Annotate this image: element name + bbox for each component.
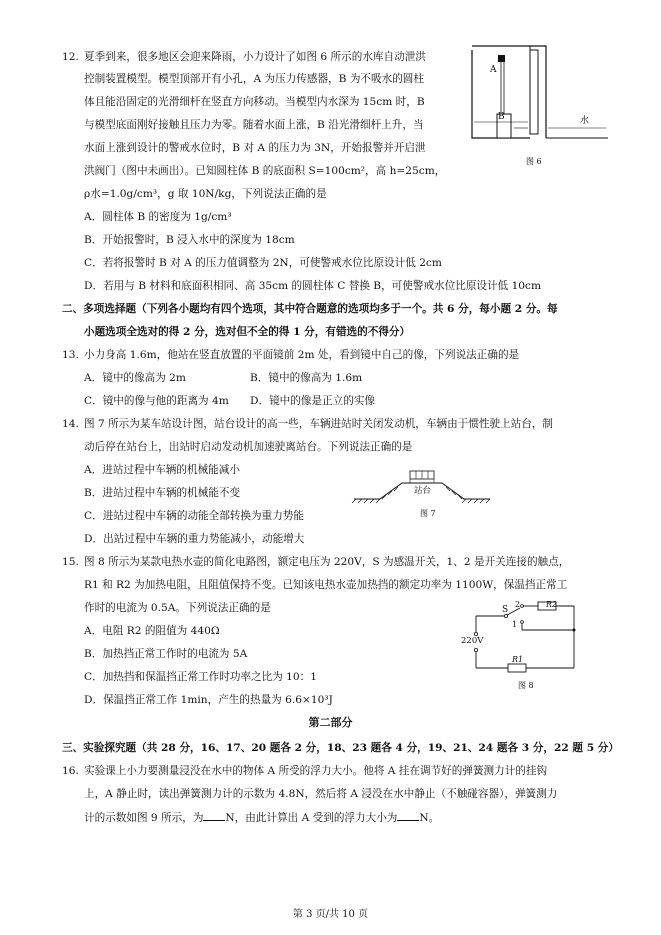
q12-line-4: 与模型底面刚好接触且压力为零。随着水面上涨，B 沿光滑细杆上升，当	[84, 119, 424, 131]
q14-line-2: 动后停在站台上，出站时启动发动机加速驶离站台。下列说法正确的是	[84, 441, 413, 453]
q12-line-6: 洪阀门（图中未画出）。已知圆柱体 B 的底面积 S=100cm²，高 h=25cm，	[84, 165, 446, 177]
q12-line-7: ρ水=1.0g/cm³，g 取 10N/kg，下列说法正确的是	[84, 188, 327, 200]
q12-option-c: C．若将报警时 B 对 A 的压力值调整为 2N，可使警戒水位比原设计低 2cm	[84, 257, 442, 269]
q12-option-a: A．圆柱体 B 的密度为 1g/cm³	[84, 211, 232, 223]
q16-blank-1[interactable]	[203, 810, 225, 821]
q15-option-b: B．加热挡正常工作时的电流为 5A	[84, 648, 248, 660]
q15-line-1: 图 8 所示为某款电热水壶的简化电路图，额定电压为 220V，S 为感温开关，1、2 是开关连接的触点，	[84, 556, 570, 568]
q14-option-d: D．出站过程中车辆的重力势能减小，动能增大	[84, 533, 305, 545]
q14-line-1: 图 7 所示为某车站设计图，站台设计的高一些，车辆进站时关闭发动机，车辆由于惯性驶上站台，制	[84, 418, 554, 430]
q16-line-3-part-2: N，由此计算出 A 受到的浮力大小为	[225, 812, 398, 824]
page-footer: 第 3 页/共 10 页	[292, 909, 369, 920]
q12-number: 12.	[62, 51, 79, 63]
q16-line-3-part-1: 计的示数如图 9 所示，为	[84, 812, 204, 824]
q15-option-c: C．加热挡和保温挡正常工作时功率之比为 10：1	[84, 671, 317, 683]
q15-option-a: A．电阻 R2 的阻值为 440Ω	[84, 625, 220, 637]
figure-8-label-contact-1: 1	[512, 620, 518, 629]
figure-8-label-r2: R2	[546, 600, 558, 609]
section-2-heading-line-2: 小题选项全选对的得 2 分，选对但不全的得 1 分，有错选的不得分）	[84, 326, 411, 338]
figure-6-label-a: A	[490, 65, 497, 75]
q16-line-3-part-3: N。	[419, 812, 440, 824]
q12-line-2: 控制装置模型。模型顶部开有小孔，A 为压力传感器，B 为不吸水的圆柱	[84, 73, 424, 85]
q13-option-c: C．镜中的像与他的距离为 4m	[84, 395, 229, 407]
q16-blank-2[interactable]	[397, 810, 419, 821]
figure-6-diagram	[470, 42, 610, 157]
figure-8-label-contact-2: 2	[515, 600, 521, 609]
q14-number: 14.	[62, 418, 79, 430]
q16-line-1: 实验课上小力要测量浸没在水中的物体 A 所受的浮力大小。他将 A 挂在调节好的弹簧测力计的挂钩	[84, 765, 548, 777]
figure-8-label-voltage: 220V	[461, 636, 484, 646]
q13-option-d: D．镜中的像是正立的实像	[250, 395, 376, 407]
q16-number: 16.	[62, 765, 79, 777]
q13-stem: 小力身高 1.6m，他站在竖直放置的平面镜前 2m 处，看到镜中自己的像，下列说法正确的是	[84, 349, 520, 361]
part-2-heading: 第二部分	[308, 716, 353, 729]
q15-line-3: 作时的电流为 0.5A。下列说法正确的是	[84, 602, 271, 614]
q13-option-a: A．镜中的像高为 2m	[84, 372, 186, 384]
figure-8-caption: 图 8	[518, 681, 534, 690]
figure-6-label-b: B	[498, 112, 505, 122]
q12-option-b: B．开始报警时，B 浸入水中的深度为 18cm	[84, 234, 295, 246]
q16-line-3	[84, 810, 439, 825]
section-2-heading-line-1: 二、多项选择题（下列各小题均有四个选项，其中符合题意的选项均多于一个。共 6 分，每小题 2 分。每	[62, 303, 558, 315]
q14-option-a: A．进站过程中车辆的机械能减小	[84, 464, 240, 476]
q12-option-d: D．若用与 B 材料和底面积相同、高 35cm 的圆柱体 C 替换 B，可使警戒水位比原设计低 10cm	[84, 280, 542, 292]
q13-option-b: B．镜中的像高为 1.6m	[250, 372, 363, 384]
q15-number: 15.	[62, 556, 79, 568]
q15-option-d: D．保温挡正常工作 1min，产生的热量为 6.6×10³J	[84, 694, 333, 706]
q12-line-3: 体且能沿固定的光滑细杆在竖直方向移动。当模型内水深为 15cm 时，B	[84, 96, 425, 108]
figure-8-circuit	[470, 598, 582, 673]
figure-7-caption: 图 7	[420, 509, 436, 518]
q12-line-5: 水面上涨到设计的警戒水位时，B 对 A 的压力为 3N，开始报警并开启泄	[84, 142, 426, 154]
q14-option-c: C．进站过程中车辆的动能全部转换为重力势能	[84, 510, 304, 522]
q13-number: 13.	[62, 349, 79, 361]
q14-option-b: B．进站过程中车辆的机械能不变	[84, 487, 241, 499]
figure-8-label-r1: R1	[512, 655, 524, 664]
figure-8-label-s: S	[502, 605, 509, 615]
q12-line-1: 夏季到来，很多地区会迎来降雨，小力设计了如图 6 所示的水库自动泄洪	[84, 51, 426, 63]
figure-6-label-water: 水	[580, 116, 590, 126]
figure-7-label-station: 站台	[414, 486, 432, 496]
section-3-heading: 三、实验探究题（共 28 分，16、17、20 题各 2 分，18、23 题各 4 分，19、21、24 题各 3 分，22 题 5 分）	[62, 742, 619, 754]
q16-line-2: 上，A 静止时，读出弹簧测力计的示数为 4.8N，然后将 A 浸没在水中静止（不触碰容器），弹簧测力	[84, 788, 558, 800]
figure-6-caption: 图 6	[526, 157, 542, 166]
q15-line-2: R1 和 R2 为加热电阻，且阻值保持不变。已知该电热水壶加热挡的额定功率为 1100W，保温挡正常工	[84, 579, 568, 591]
